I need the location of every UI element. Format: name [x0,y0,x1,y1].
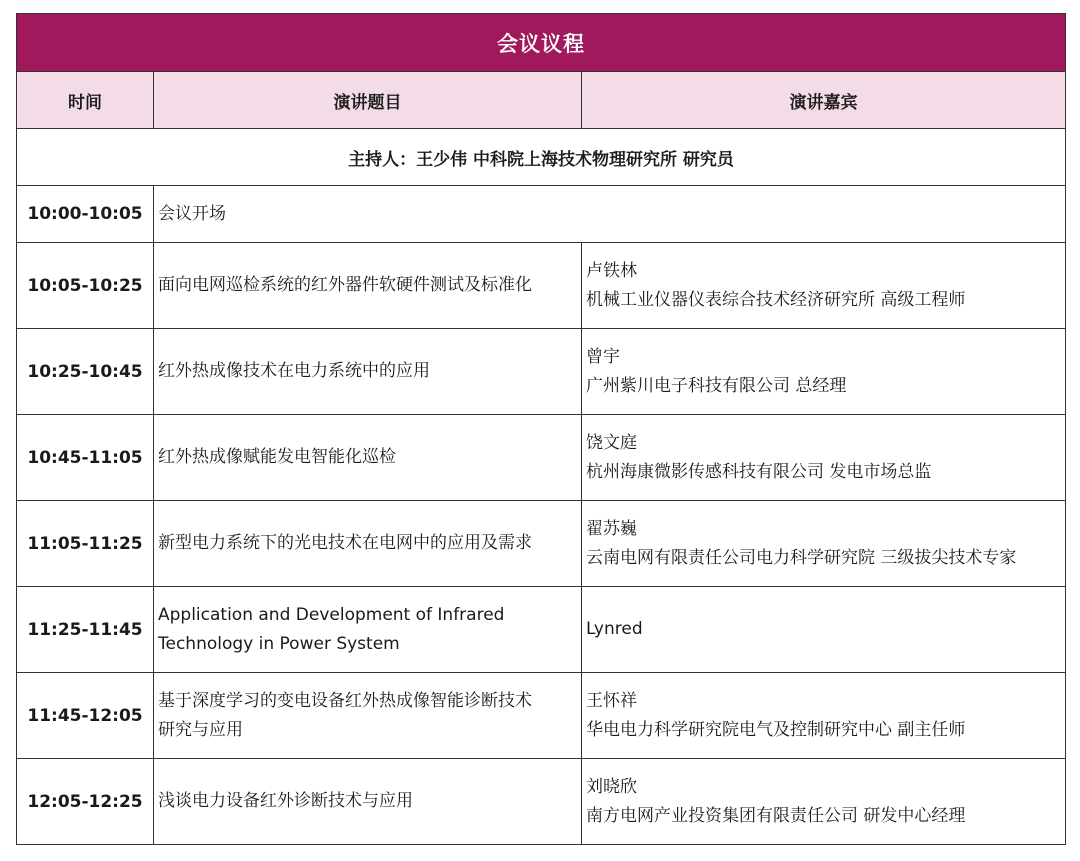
session-topic [154,587,582,673]
speaker-affiliation: 华电电力科学研究院电气及控制研究中心 副主任师 [586,719,966,740]
speaker-affiliation: 广州紫川电子科技有限公司 总经理 [586,375,847,396]
speaker-name: 王怀祥 [586,690,637,711]
session-topic [154,673,582,759]
speaker-affiliation: 机械工业仪器仪表综合技术经济研究所 高级工程师 [586,289,966,310]
topic-line: 研究与应用 [158,719,243,740]
session-speaker [582,415,1066,501]
agenda-row [17,759,1066,845]
session-speaker [582,329,1066,415]
agenda-body [17,186,1066,845]
session-speaker [582,673,1066,759]
speaker-affiliation: 杭州海康微影传感科技有限公司 发电市场总监 [586,461,932,482]
session-speaker [582,243,1066,329]
session-time: 11:45-12:05 [17,673,154,759]
topic-line: Application and Development of Infrared [158,604,505,625]
header-speaker: 演讲嘉宾 [582,72,1066,129]
session-time: 11:25-11:45 [17,587,154,673]
session-topic [154,759,582,845]
speaker-affiliation: 南方电网产业投资集团有限责任公司 研发中心经理 [586,805,966,826]
topic-line: 基于深度学习的变电设备红外热成像智能诊断技术 [158,690,532,711]
speaker-name: Lynred [586,619,643,639]
session-time: 12:05-12:25 [17,759,154,845]
host-text: 主持人：王少伟 中科院上海技术物理研究所 研究员 [17,129,1066,186]
speaker-name: 卢铁林 [586,260,637,281]
speaker-name: 曾宇 [586,346,620,367]
session-topic [154,186,1066,243]
session-speaker [582,501,1066,587]
header-topic: 演讲题目 [154,72,582,129]
speaker-affiliation: 云南电网有限责任公司电力科学研究院 三级拔尖技术专家 [586,547,1017,568]
agenda-row [17,243,1066,329]
agenda-row [17,415,1066,501]
topic-line: 红外热成像赋能发电智能化巡检 [158,447,396,467]
agenda-row [17,329,1066,415]
topic-line: 新型电力系统下的光电技术在电网中的应用及需求 [158,533,532,553]
agenda-title: 会议议程 [17,14,1066,72]
session-time: 10:45-11:05 [17,415,154,501]
header-time: 时间 [17,72,154,129]
session-time: 10:25-10:45 [17,329,154,415]
title-row [17,14,1066,72]
speaker-name: 翟苏巍 [586,518,637,539]
session-speaker [582,587,1066,673]
agenda-row [17,186,1066,243]
topic-line: Technology in Power System [158,633,400,654]
topic-line: 浅谈电力设备红外诊断技术与应用 [158,791,413,811]
host-row [17,129,1066,186]
agenda-row [17,587,1066,673]
header-row [17,72,1066,129]
topic-line: 面向电网巡检系统的红外器件软硬件测试及标准化 [158,275,532,295]
agenda-row [17,501,1066,587]
session-topic [154,329,582,415]
topic-line: 红外热成像技术在电力系统中的应用 [158,361,430,381]
session-topic [154,501,582,587]
speaker-name: 刘晓欣 [586,776,637,797]
session-topic [154,243,582,329]
session-time: 10:00-10:05 [17,186,154,243]
agenda-row [17,673,1066,759]
session-topic [154,415,582,501]
session-speaker [582,759,1066,845]
speaker-name: 饶文庭 [586,432,637,453]
topic-line: 会议开场 [158,203,226,224]
session-time: 11:05-11:25 [17,501,154,587]
session-time: 10:05-10:25 [17,243,154,329]
agenda-table [16,13,1066,845]
